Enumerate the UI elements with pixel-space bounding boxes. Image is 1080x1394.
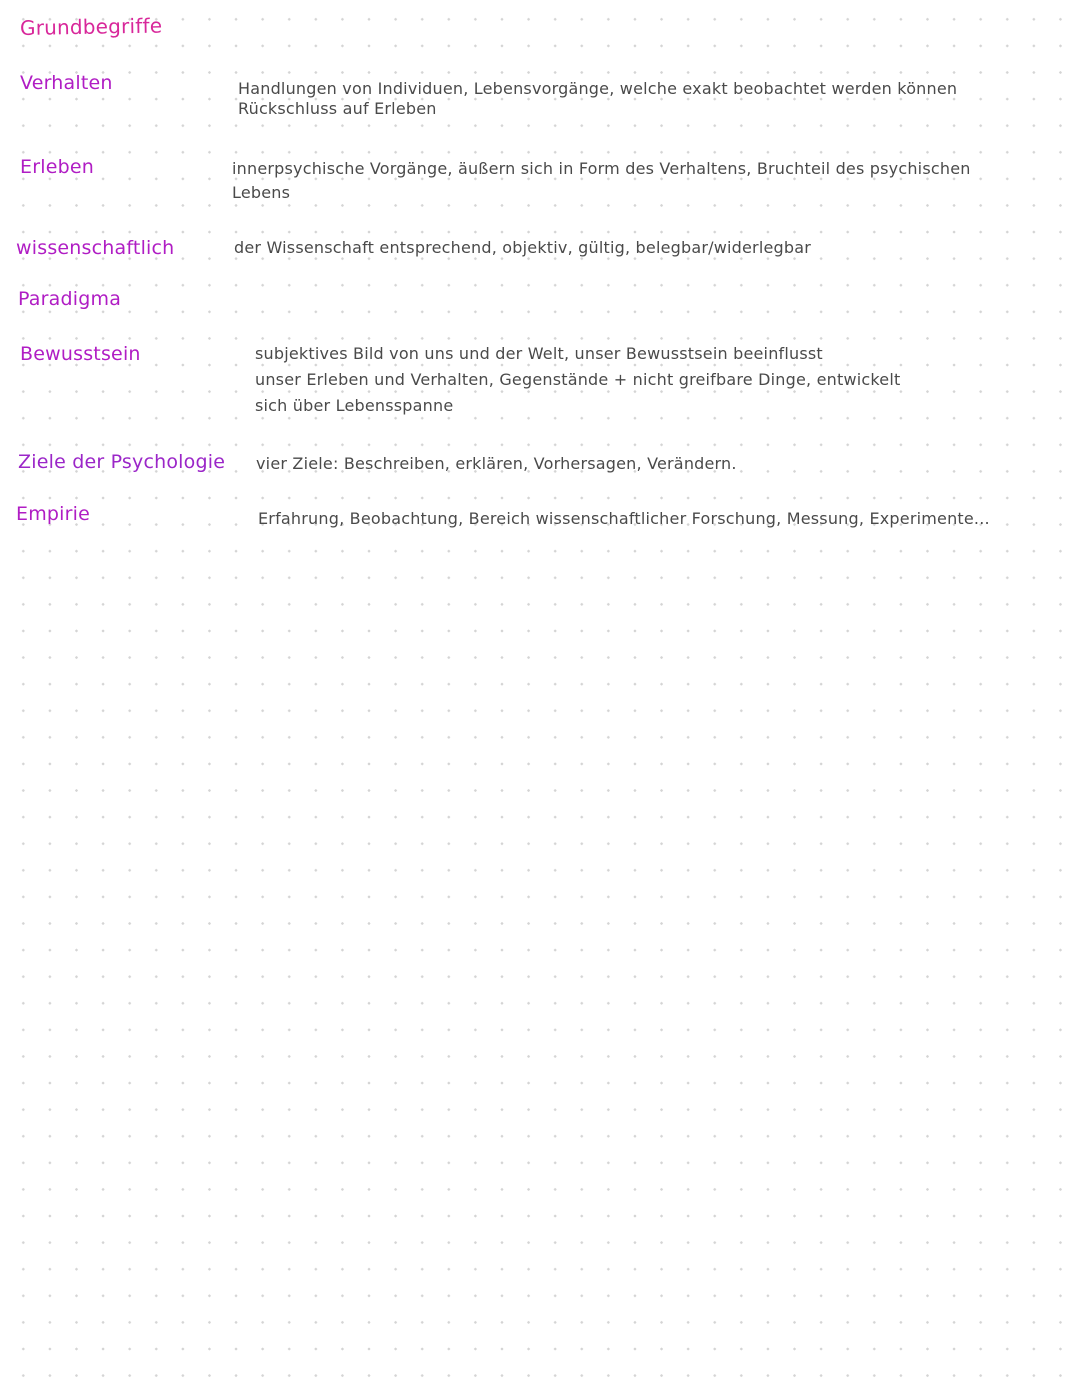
definition-bewusstsein — [255, 341, 900, 419]
definition-line: subjektives Bild von uns und der Welt, unser Bewusstsein beeinflusst — [255, 344, 823, 363]
definition-line: sich über Lebensspanne — [255, 396, 454, 415]
term-bewusstsein: Bewusstsein — [20, 343, 141, 365]
definition-wissenschaftlich — [234, 235, 811, 261]
definition-line: Rückschluss auf Erleben — [238, 99, 437, 118]
definition-empirie: Erfahrung, Beobachtung, Bereich wissenschaftlicher Forschung, Messung, Experimente... — [258, 509, 990, 528]
term-wissenschaftlich: wissenschaftlich — [16, 237, 175, 259]
definition-line: innerpsychische Vorgänge, äußern sich in Form des Verhaltens, Bruchteil des psychischen — [232, 159, 971, 178]
definition-line: unser Erleben und Verhalten, Gegenstände + nicht greifbare Dinge, entwickelt — [255, 370, 901, 389]
definition-erleben — [232, 156, 971, 206]
definition-line: Lebens — [232, 183, 291, 202]
definition-verhalten — [238, 76, 957, 122]
definition-ziele: vier Ziele: Beschreiben, erklären, Vorhersagen, Verändern. — [256, 454, 737, 473]
term-empirie: Empirie — [16, 503, 91, 525]
term-verhalten: Verhalten — [20, 72, 113, 94]
page-heading: Grundbegriffe — [19, 13, 163, 40]
term-erleben: Erleben — [20, 156, 94, 178]
definition-line: der Wissenschaft entsprechend, objektiv, gültig, belegbar/widerlegbar — [234, 238, 812, 257]
definition-line: Handlungen von Individuen, Lebensvorgänge, welche exakt beobachtet werden können — [238, 79, 958, 98]
term-ziele-der-psychologie: Ziele der Psychologie — [18, 451, 226, 473]
term-paradigma: Paradigma — [18, 288, 122, 310]
